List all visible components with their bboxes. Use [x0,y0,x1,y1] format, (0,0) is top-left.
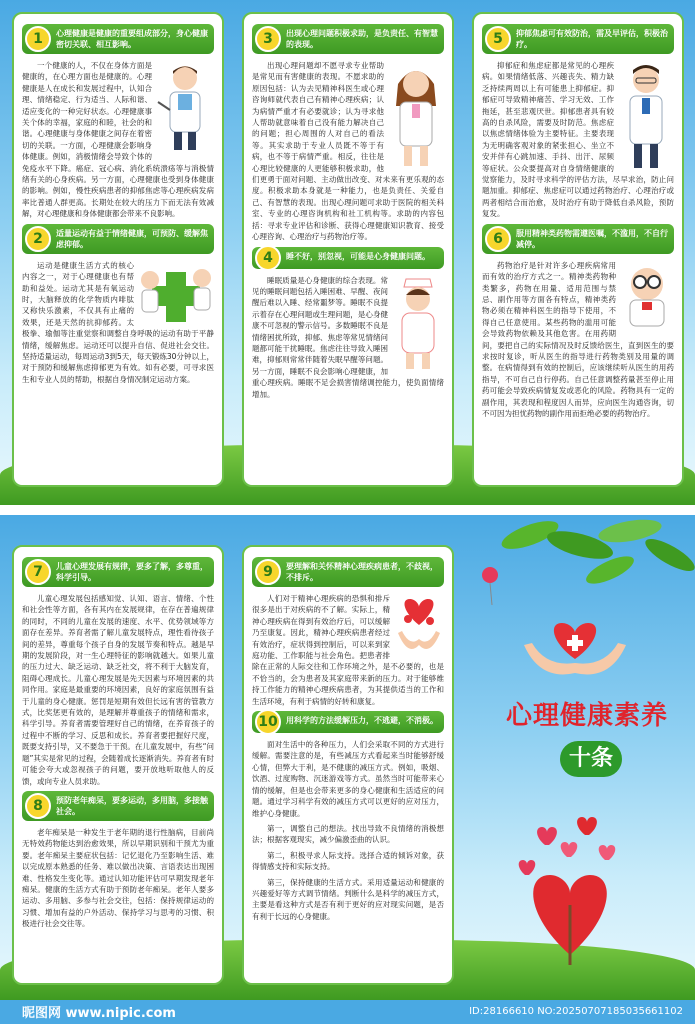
section-3-body: 出现心理问题却不愿寻求专业帮助是常见而有害健康的表现。不愿求助的原因包括：认为去见精神科医生或心理咨询师就代表自己有精神心理疾病；认为病情严重才有必要就诊；认为寻求他人帮助就意味着自己没有能力解决自己的问题；担心周围的人对自己的看法等。其实求助于专业人员既不等于有病，也不等于病情严重。相反，往往是心理比较健康的人更能够积极求助，他们更勇于面对问题、主动做出改变、对未来有更乐观的态度。积极求助本身就是一种能力，也是负责任、关爱自己、有智慧的表现。出现心理问题可求助于医院的相关科室、专业的心理咨询机构和社工机构等。求助的内容包括：寻求专业评估和诊断、获得心理健康知识教育、接受心理咨询、心理治疗与药物治疗等。 [252,61,444,242]
section-10-body-point-3: 第三，保持健康的生活方式。采用适量运动和健康的兴趣爱好等方式调节情绪。判断什么是科学的减压方式，主要是看这种方式是否有利于更好的应对现实问题，是否有利于长远的心身健康。 [252,877,444,921]
panel-sections-3-4 [242,12,454,487]
panel-sections-1-2 [12,12,224,487]
section-10-body-point-2: 第二，积极寻求人际支持。选择合适的倾诉对象，获得情感支持和实际支持。 [252,850,444,872]
top-spread [0,0,695,505]
doctor-thumbs-up-illustration [618,62,674,172]
panel-sections-5-6 [472,12,684,487]
section-9-heading [252,557,444,587]
panel-sections-7-8 [12,545,224,985]
section-title: 出现心理问题积极求助，是负责任、有智慧的表现。 [286,29,438,49]
section-1-heading [22,24,214,54]
section-title: 抑郁焦虑可有效防治，需及早评估，积极治疗。 [516,29,668,49]
section-title: 要理解和关怀精神心理疾病患者，不歧视，不排斥。 [286,562,438,582]
section-4-heading [252,247,444,269]
section-number-badge: 5 [485,26,511,52]
section-title: 睡不好，别忽视，可能是心身健康问题。 [286,251,430,261]
doctor-glasses-illustration [620,262,674,328]
section-4-body: 睡眠质量是心身健康的综合表现。常见的睡眠问题包括入睡困难、早醒、夜间醒后难以入睡、经常噩梦等。睡眠不良提示着存在心理问题或生理问题，是心身健康不可忽视的警示信号。多数睡眠不良是情绪困扰所致，抑郁、焦虑等常见情绪问题都可能干扰睡眠。焦虑往往导致入睡困难，抑郁则常常伴随着失眠早醒等问题。另一方面，睡眠不良会影响心理健康，加重心理疾病。睡眠不足会损害情绪调控能力，使负面情绪增加。 [252,275,444,399]
section-1-body: 一个健康的人，不仅在身体方面是健康的，在心理方面也是健康的。心理健康是人在成长和发展过程中，认知合理、情绪稳定、行为适当、人际和谐、适应变化的一种完好状态。心理健康事关个体的幸福，家庭的和睦，社会的和谐。心理健康与身体健康之间存在着密切的关联。一方面，心理健康会影响身体健康。例如，消极情绪会导致个体的免疫水平下降。癌症、冠心病、消化系统溃疡等与消极情绪有关的心身疾病。另一方面，心理健康也受到身体健康的影响。例如，慢性疾病患者的抑郁焦虑等心理疾病发病率比普通人群更高。长期处在较大的压力下而无法有效减解，对心理健康和身体健康都会带来不良影响。 [22,61,214,219]
hands-heart-icon [394,595,444,657]
section-2-body: 运动是健康生活方式的核心内容之一，对于心理健康也有帮助和益处。运动尤其是有氧运动时，大脑释放的化学物质内啡肽又称快乐激素，不仅具有止痛的效果，还是天然的抗抑郁药。太极拳、瑜伽等注重觉察和调整自身呼吸的运动有助于平静情绪，缓解焦虑。运动还可以提升自信、促进社会交往。坚持适量运动，每周运动3到5天，每天锻炼30分钟以上，对于预防和缓解焦虑抑郁更为有效。如有必要，可寻求医生和专业人员的帮助，根据自身情况制定运动方案。 [22,260,214,384]
cover-subtitle: 十条 [560,741,622,777]
panel-sections-9-10 [242,545,454,985]
section-8-heading [22,791,214,821]
section-9-body: 人们对于精神心理疾病的恐惧和排斥很多是出于对疾病的不了解。实际上，精神心理疾病在得到有效治疗后，可以缓解乃至康复。因此，精神心理疾病患者经过有效治疗，症状得到控制后，可以来到家庭功能、工作职能与社会角色。把患者排除在正常的人际交往和工作环境之外，是不必要的，也是不恰当的，会为患者及其家庭带来新的压力。对于能够维持工作能力的精神心理疾病患者，为其提供适当的工作和生活环境，有利于病情的好转和康复。 [252,594,444,706]
female-doctor-illustration [388,62,444,170]
section-10-heading [252,711,444,733]
section-6-body: 药物治疗是针对许多心理疾病常用而有效的治疗方式之一。精神类药物种类繁多，药物在用量、适用范围与禁忌、副作用等方面各有特点，精神类药物必须在精神科医生的指导下使用，不得自己任意使用。某些药物的滥用可能会导致药物依赖及其他危害。在用药期间，要把自己的实际情况及时反馈给医生，直到医生的要求按时复诊，听从医生的指导进行药物类别及用量的调整。在病情得到有效的控制后，应该继续听从医生的用药指导，不可自己自行停药。自己任意调整药量甚至停止用药可能会导致疾病情复发或恶化的风险。药物具有一定的副作用，其表现和程度因人而异，应向医生沟通咨询，切不可因为担忧药物的副作用而拒绝必要的药物治疗。 [482,260,674,418]
section-10-body-intro: 面对生活中的各种压力，人们会采取不同的方式进行缓解。需要注意的是，有些减压方式看起来当时能够舒缓心情，但弊大于利，是不健康的减压方式。例如，吸烟、饮酒、过度购物、沉迷游戏等方式。虽然当时可能带来心情的缓解，但是也会带来更多的身心健康和生活适应的问题。通过学习科学有效的减压方式可以更好的应对压力，维护心身健康。 [252,740,444,818]
section-number-badge: 3 [255,26,281,52]
section-5-body: 抑郁症和焦虑症都是常见的心理疾病。如果情绪低落、兴趣丧失、精力缺乏持续两周以上有可能患上抑郁症。抑郁症可导致精神痛苦、学习无效、工作拖延，甚至悲观厌世。抑郁患者具有较高的自杀风险，需要及时防范。焦虑症以焦虑情绪体验为主要特征。主要表现为无明确客观对象的紧张担心、坐立不安并伴有心跳加速、手抖、出汗、尿频等症状。公众要提高对自身情绪健康的觉察能力，及时寻求科学的评估方法，尽早求治，防止问题加重。抑郁症、焦虑症可以通过药物治疗、心理治疗或两者相结合而治愈，及时治疗有助于降低自杀风险，预防复发。 [482,61,674,219]
section-title: 心理健康是健康的重要组成部分，身心健康密切关联、相互影响。 [56,29,208,49]
watermark-site: 昵图网 www.nipic.com [22,1006,176,1021]
watermark-id: ID:28166610 NO:20250707185035661102 [469,1006,683,1017]
cover-title: 心理健康素养 [505,701,668,731]
section-title: 用科学的方法缓解压力，不逃避，不消极。 [286,716,438,726]
hearts-tree-decoration [505,805,635,965]
section-number-badge: 2 [25,226,51,252]
section-title: 服用精神类药物需遵医嘱，不滥用，不自行减停。 [516,228,668,249]
hands-holding-heart-icon [520,615,630,685]
section-10-body-point-1: 第一，调整自己的想法。找出导致不良情绪的消极想法；根据客观现实，减少偏激歪曲的认识。 [252,823,444,845]
section-6-heading [482,224,674,254]
section-3-heading [252,24,444,54]
section-number-badge: 6 [485,226,511,252]
doctor-illustration [156,62,214,154]
bottom-spread [0,515,695,1000]
section-7-body: 儿童心理发展包括感知觉、认知、语言、情绪、个性和社会性等方面，各有其内在发展规律，在存在普遍规律的同时，不同的儿童在发展的速度、水平、优势领域等方面存在差异。养育者需了解儿童发展特点，理性看待孩子间的差异，尊重每个孩子自身的发展节奏和特点。越是早期的发展阶段，对一生心理特征的影响就越大。如果儿童的压力过大、缺乏运动、缺乏社交，将不利于大脑发育，阻碍心理成长。儿童心理发展是先天因素与环境因素的共同作用。家庭是最重要的环境因素，良好的家庭氛围有益于儿童的身心健康。惩罚是短期有效但长远有害的管教方式，比奖惩更有效的，是理解并尊重孩子的情绪和需求，科学引导。养育者需要管理好自己的情绪，在养育孩子的过程中不断的学习、反思和成长。养育者要把握好尺度，既要支持引导，又不要急于干预。在儿童发展中，有些“问题”其实是常见的过程，会随着成长逐渐消失。养育者有时可能会夸大或忽视孩子的问题，要开放地听取他人的反馈，或向专业人员求助。 [22,594,214,786]
section-number-badge: 9 [255,559,281,585]
exercise-cross-illustration [138,262,214,324]
section-number-badge: 8 [25,793,51,819]
section-number-badge: 4 [255,245,281,271]
section-number-badge: 7 [25,559,51,585]
nurse-illustration [392,277,444,373]
section-number-badge: 1 [25,26,51,52]
section-7-heading [22,557,214,587]
section-2-heading [22,224,214,254]
section-title: 预防老年痴呆，要多运动，多用脑，多接触社会。 [56,795,208,816]
section-title: 适量运动有益于情绪健康，可预防、缓解焦虑抑郁。 [56,228,208,249]
section-8-body: 老年痴呆是一种发生于老年期的退行性脑病，目前尚无特效药物能达到治愈效果，所以早期识别和干预尤为重要。老年痴呆主要症状包括：记忆退化乃至影响生活、难以完成原本熟悉的任务、难以做出决策、言语表达出现困难、性格发生变化等。通过认知功能评估可早期发现老年痴呆。健康的生活方式有助于预防老年痴呆。老年人要多运动、多用脑、多参与社会交往，包括：保持规律运动的习惯、增加有益的户外活动、保持学习与思考的习惯、积极进行社会交往等。 [22,827,214,929]
section-5-heading [482,24,674,54]
section-title: 儿童心理发展有规律，要多了解，多尊重，科学引导。 [56,562,208,582]
section-number-badge: 10 [255,709,281,735]
